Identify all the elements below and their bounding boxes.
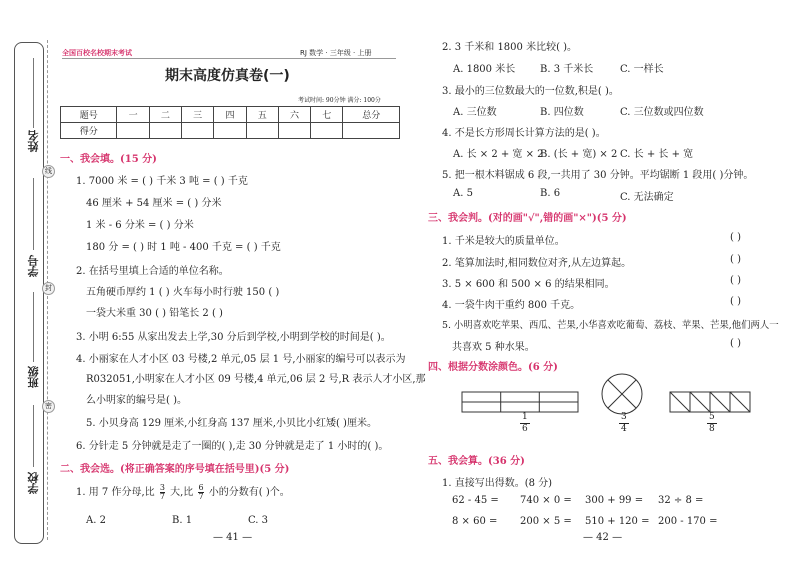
score-header: 四 [214, 107, 246, 123]
score-header: 五 [246, 107, 278, 123]
s2-q1-stem: 1. 用 7 作分母,比 $\frac{3}{7}$ 大,比 $\frac{6}{7}$ 小的分数有( )个。 [76, 483, 290, 501]
s1-q6: 6. 分针走 5 分钟就是走了一圈的( ),走 30 分钟就是走了 1 小时的( )。 [76, 441, 389, 452]
header-rule [62, 58, 396, 59]
score-header: 六 [278, 107, 310, 123]
student-id-label: 学号 [27, 255, 40, 277]
score-cell[interactable] [343, 123, 400, 139]
s2-q5-option-b: B. 6 [540, 188, 561, 199]
s2-q2-option-a: A. 1800 米长 [453, 64, 516, 75]
score-header: 一 [117, 107, 149, 123]
score-row-label: 得分 [61, 123, 117, 139]
s1-q1-line1: 1. 7000 米 = ( ) 千米 3 吨 = ( ) 千克 [76, 176, 248, 187]
s1-q4-line3: 么小明家的编号是( )。 [86, 395, 187, 406]
calc-item: 740 × 0 = [520, 495, 572, 506]
s2-q5-option-a: A. 5 [453, 188, 473, 199]
score-cell[interactable] [182, 123, 214, 139]
s3-item-1: 1. 千米是较大的质量单位。 [442, 236, 565, 247]
s2-q2-option-c: C. 一样长 [620, 64, 664, 75]
rect-eighths-shape[interactable] [670, 392, 750, 412]
score-header: 二 [149, 107, 181, 123]
score-header: 题号 [61, 107, 117, 123]
s1-q4-line2: R032051,小明家在人才小区 09 号楼,4 单元,06 层 2 号,R 表示人才小区,那 [86, 374, 426, 385]
s1-q3: 3. 小明 6:55 从家出发去上学,30 分后到学校,小明到学校的时间是( )。 [76, 332, 391, 343]
exam-meta: 考试时间: 90分钟 满分: 100分 [298, 97, 381, 104]
seal-mark-secret: 密 [42, 400, 55, 413]
fraction-3-7: $\frac{3}{7}$ [159, 483, 165, 501]
section2-title: 二、我会选。(将正确答案的序号填在括号里)(5 分) [60, 464, 290, 475]
score-cell[interactable] [278, 123, 310, 139]
calc-item: 62 - 45 = [452, 495, 499, 506]
s1-q2-line1: 五角硬币厚约 1 ( ) 火车每小时行驶 150 ( ) [86, 287, 280, 298]
score-cell[interactable] [149, 123, 181, 139]
s3-answer-2[interactable]: ( ) [730, 254, 741, 265]
s1-q1-line3: 1 米 - 6 分米 = ( ) 分米 [86, 220, 194, 231]
circle-quarters-shape[interactable] [602, 374, 642, 414]
s1-q2-stem: 2. 在括号里填上合适的单位名称。 [76, 266, 229, 277]
class-label: 班级 [27, 366, 40, 388]
page-number-right: — 42 — [583, 532, 623, 543]
s2-q1-option-a: A. 2 [86, 515, 106, 526]
student-id-line [33, 178, 34, 250]
edition-label: RJ 数学 · 三年级 · 上册 [300, 49, 372, 57]
score-cell[interactable] [214, 123, 246, 139]
s1-q1-line2: 46 厘米 + 54 厘米 = ( ) 分米 [86, 198, 222, 209]
s2-q5-stem: 5. 把一根木料锯成 6 段,一共用了 30 分钟。平均锯断 1 段用( )分钟。 [442, 170, 754, 181]
s3-item-4: 4. 一袋牛肉干重约 800 千克。 [442, 300, 581, 311]
class-line [33, 292, 34, 362]
s3-item-5-line1: 5. 小明喜欢吃苹果、西瓜、芒果,小华喜欢吃葡萄、荔枝、苹果、芒果,他们两人一 [442, 320, 779, 331]
s3-answer-1[interactable]: ( ) [730, 232, 741, 243]
score-header: 七 [311, 107, 343, 123]
s2-q1-option-c: C. 3 [248, 515, 269, 526]
fraction-label-1-6: 1 6 [522, 412, 528, 434]
seal-mark-line: 线 [42, 165, 55, 178]
s3-answer-4[interactable]: ( ) [730, 296, 741, 307]
score-cell[interactable] [311, 123, 343, 139]
s2-q3-stem: 3. 最小的三位数最大的一位数,积是( )。 [442, 86, 619, 97]
s2-q3-option-b: B. 四位数 [540, 107, 584, 118]
score-table [60, 106, 400, 139]
school-label: 学校 [27, 472, 40, 494]
page-number-left: — 41 — [213, 532, 253, 543]
s2-q4-option-c: C. 长 + 长 + 宽 [620, 149, 694, 160]
score-cell[interactable] [117, 123, 149, 139]
s2-q2-option-b: B. 3 千米长 [540, 64, 594, 75]
fraction-6-7: $\frac{6}{7}$ [198, 483, 204, 501]
school-line [33, 405, 34, 467]
score-header: 三 [182, 107, 214, 123]
s2-q5-option-c: C. 无法确定 [620, 192, 674, 203]
name-label: 姓名 [27, 130, 40, 152]
score-cell[interactable] [246, 123, 278, 139]
s2-q3-option-c: C. 三位数或四位数 [620, 107, 704, 118]
s2-q4-option-b: B. (长 + 宽) × 2 [540, 149, 618, 160]
seal-mark-seal: 封 [42, 282, 55, 295]
s2-q1-option-b: B. 1 [172, 515, 193, 526]
s1-q1-line4: 180 分 = ( ) 时 1 吨 - 400 千克 = ( ) 千克 [86, 242, 281, 253]
exam-series: 全国百校名校期末考试 [62, 48, 132, 57]
s3-answer-5[interactable]: ( ) [730, 338, 741, 349]
calc-item: 200 - 170 = [658, 516, 718, 527]
section1-title: 一、我会填。(15 分) [60, 154, 157, 165]
s3-answer-3[interactable]: ( ) [730, 275, 741, 286]
bar-sixths-shape[interactable] [462, 392, 578, 412]
s2-q3-option-a: A. 三位数 [453, 107, 497, 118]
s1-q5: 5. 小贝身高 129 厘米,小红身高 137 厘米,小贝比小红矮( )厘米。 [86, 418, 377, 429]
calc-item: 8 × 60 = [452, 516, 498, 527]
s2-q4-stem: 4. 不是长方形周长计算方法的是( )。 [442, 128, 606, 139]
s2-q2-stem: 2. 3 千米和 1800 米比较( )。 [442, 42, 578, 53]
s3-item-5-line2: 共喜欢 5 种水果。 [452, 342, 535, 353]
name-line [33, 58, 34, 128]
section4-title: 四、根据分数涂颜色。(6 分) [428, 362, 558, 373]
calc-item: 32 ÷ 8 = [658, 495, 704, 506]
score-header: 总分 [343, 107, 400, 123]
s2-q4-option-a: A. 长 × 2 + 宽 × 2 [453, 149, 544, 160]
fraction-label-5-8: 5 8 [709, 412, 715, 434]
calc-item: 300 + 99 = [585, 495, 644, 506]
section3-title: 三、我会判。(对的画"√",错的画"×")(5 分) [428, 213, 627, 224]
s1-q2-line2: 一袋大米重 30 ( ) 铅笔长 2 ( ) [86, 308, 223, 319]
s5-q1-stem: 1. 直接写出得数。(8 分) [442, 478, 553, 489]
binding-sidebar [14, 42, 44, 544]
calc-item: 200 × 5 = [520, 516, 572, 527]
section5-title: 五、我会算。(36 分) [428, 456, 525, 467]
s3-item-2: 2. 笔算加法时,相同数位对齐,从左边算起。 [442, 258, 632, 269]
s3-item-3: 3. 5 × 600 和 500 × 6 的结果相同。 [442, 279, 615, 290]
paper-title: 期末高度仿真卷(一) [165, 68, 290, 84]
s1-q4-line1: 4. 小丽家在人才小区 03 号楼,2 单元,05 层 1 号,小丽家的编号可以表示为 [76, 354, 406, 365]
fraction-label-3-4: 3 4 [621, 412, 627, 434]
calc-item: 510 + 120 = [585, 516, 650, 527]
